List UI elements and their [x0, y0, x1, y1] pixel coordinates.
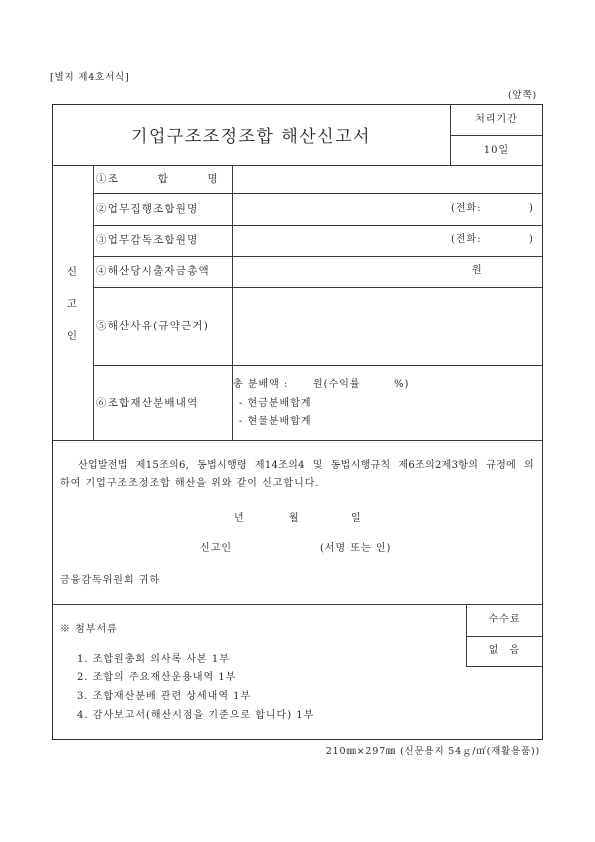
attachment-item: 1. 조합원총회 의사록 사본 1부	[77, 654, 230, 665]
fee-box-bottom-line	[466, 666, 543, 667]
row-divider	[93, 256, 543, 257]
statement-bottom-line	[52, 604, 543, 605]
date-month-label: 월	[289, 513, 300, 524]
signer-label: 신고인	[200, 543, 232, 554]
attachment-item: 3. 조합재산분배 관련 상세내역 1부	[77, 691, 252, 702]
row-divider	[93, 225, 543, 226]
attachments-heading: ※ 첨부서류	[60, 624, 118, 635]
fee-label: 수수료	[488, 614, 521, 625]
statement-line-1: 산업발전법 제15조의6, 동법시행령 제14조의4 및 동법시행규칙 제6조의2제3항의 규정에 의	[78, 460, 534, 471]
row-divider	[93, 287, 543, 288]
applicant-section-label-char: 고	[66, 298, 79, 310]
total-capital-label: ④해산당시출자금총액	[96, 265, 210, 277]
cash-distribution-total: - 현금분배합계	[239, 398, 312, 409]
form-title: 기업구조조정조합 해산신고서	[131, 127, 371, 147]
attachment-item: 2. 조합의 주요재산운용내역 1부	[77, 672, 237, 683]
union-name-value-cell	[233, 166, 542, 193]
asset-distribution-label: ⑥조합재산분배내역	[96, 397, 199, 409]
in-kind-distribution-total: - 현물분배합계	[239, 416, 312, 427]
row-divider	[93, 193, 543, 194]
page-side-label: (앞쪽)	[508, 90, 537, 101]
statement-line-2: 하여 기업구조조정조합 해산을 위와 같이 신고합니다.	[60, 478, 320, 489]
total-capital-unit: 원	[472, 265, 483, 276]
dissolution-reason-label: ⑤해산사유(규약근거)	[96, 320, 210, 332]
fee-value: 없 음	[488, 645, 521, 656]
union-name-label: ①조 합 명	[96, 173, 219, 185]
applicant-section-label-char: 신	[66, 266, 79, 278]
fee-box-divider	[466, 636, 543, 637]
addressee: 금융감독위원회 귀하	[60, 575, 161, 586]
label-value-divider	[232, 165, 233, 440]
date-day-label: 일	[351, 513, 362, 524]
supervisory-member-phone-open: (전화:	[451, 234, 482, 245]
total-distribution-label: 총 분배액 :	[233, 379, 289, 390]
processing-period-divider	[450, 135, 543, 136]
row-divider	[93, 365, 543, 366]
executive-member-phone-open: (전화:	[451, 203, 482, 214]
return-rate-unit: %)	[394, 379, 410, 390]
attachment-item: 4. 감사보고서(해산시점을 기준으로 합니다) 1부	[77, 710, 315, 721]
total-distribution-unit: 원(수익률	[313, 379, 361, 390]
signature-note: (서명 또는 인)	[320, 543, 392, 554]
date-year-label: 년	[234, 513, 245, 524]
form-number: [별지 제4호서식]	[50, 72, 130, 83]
applicant-section-label-char: 인	[66, 330, 79, 342]
processing-period-label: 처리기간	[475, 114, 518, 125]
applicant-section-divider	[93, 165, 94, 440]
supervisory-member-label: ③업무감독조합원명	[96, 234, 199, 246]
applicant-bottom-line	[52, 440, 543, 441]
paper-spec-footer: 210㎜×297㎜ (신문용지 54ｇ/㎡(재활용품))	[325, 746, 540, 757]
processing-period-value: 10일	[483, 145, 510, 156]
supervisory-member-phone-close: )	[529, 234, 534, 245]
executive-member-label: ②업무집행조합원명	[96, 203, 199, 215]
executive-member-phone-close: )	[529, 203, 534, 214]
